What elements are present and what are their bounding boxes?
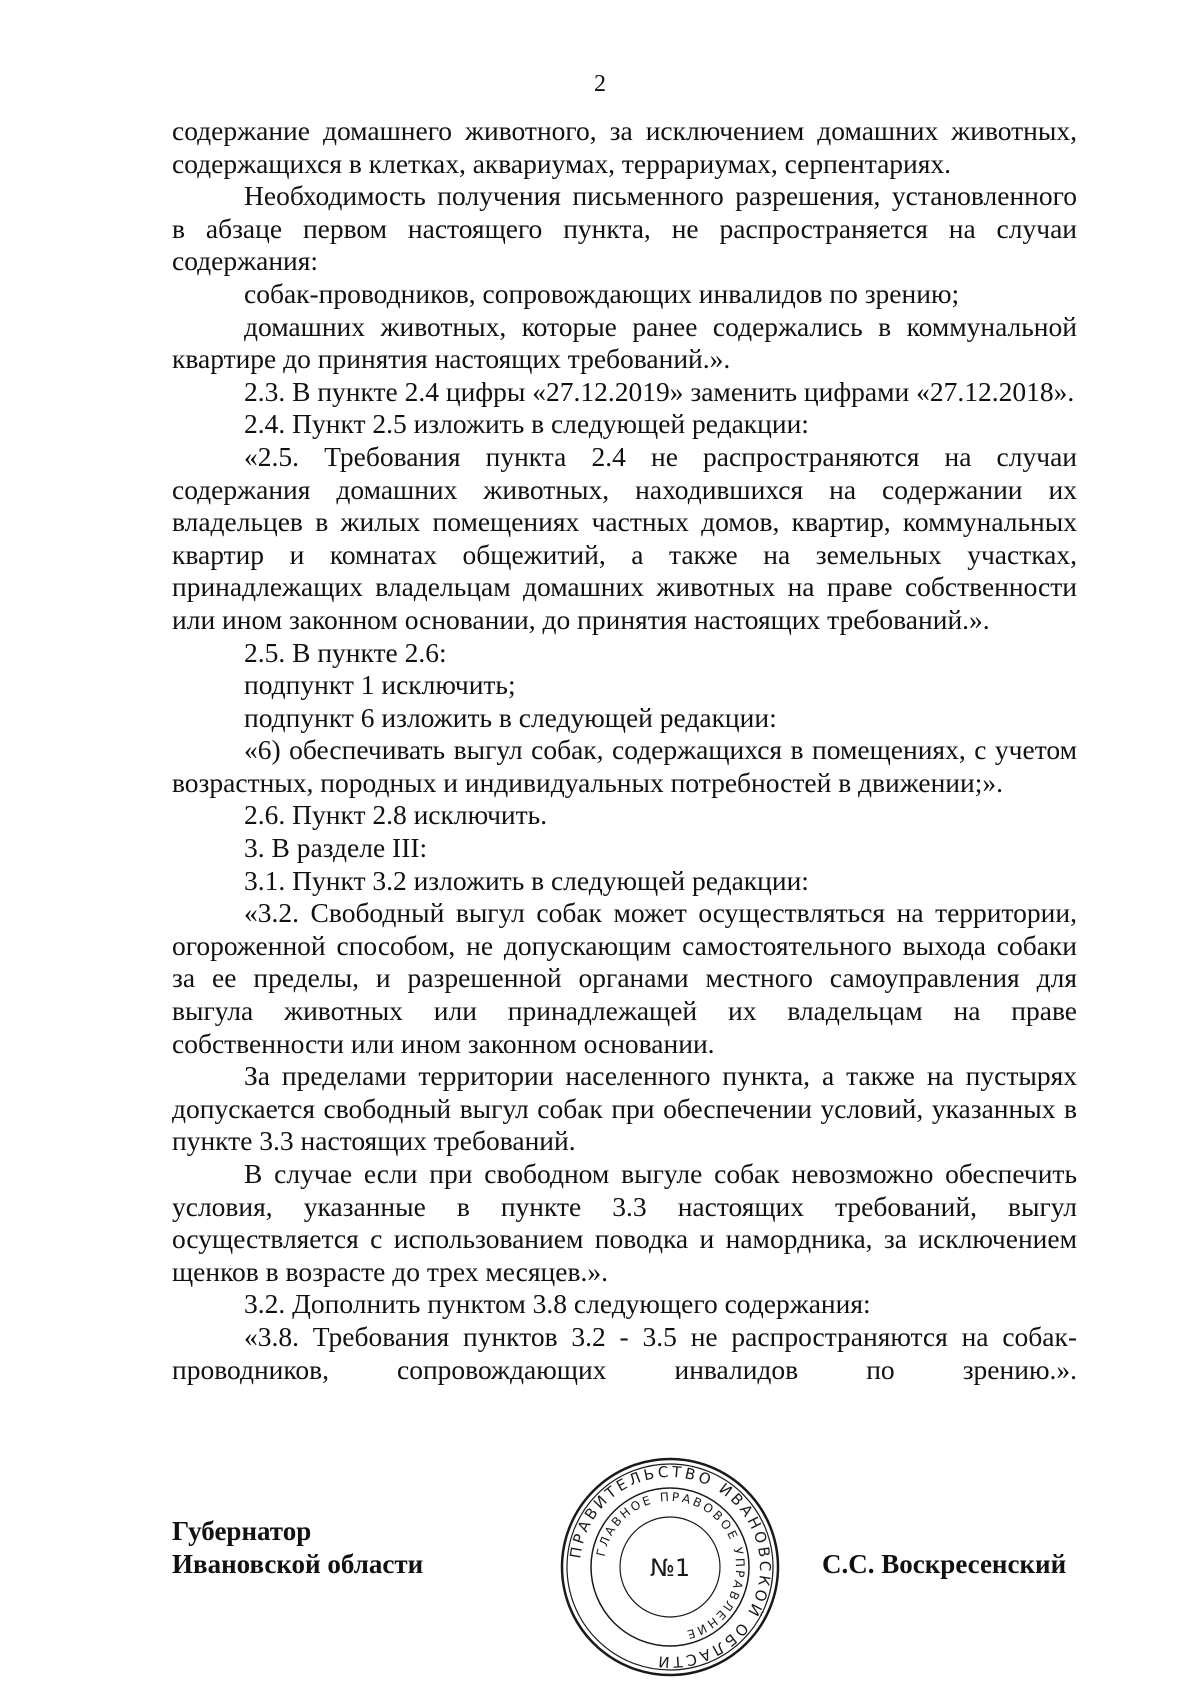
paragraph-5: 2.3. В пункте 2.4 цифры «27.12.2019» заменить цифрами «27.12.2018». [244,375,1075,407]
paragraph-11: «6) обеспечивать выгул собак, содержащихся в помещениях, с учетом возрастных, породных и индивидуальных потребностей в движении;». [172,734,1077,798]
paragraph-15: «3.2. Свободный выгул собак может осуществляться на территории, огороженной способом, не допускающим самостоятельного выхода собаки за ее пределы, и разрешенной органами местного самоуправления для выгула животных или принадлежащей их владельцам на праве собственности или ином законном основании. [172,897,1077,1059]
seal-outer-text-path: ПРАВИТЕЛЬСТВО ИВАНОВСКОЙ ОБЛАСТИ [566,1462,775,1672]
seal-inner-text-path: ГЛАВНОЕ ПРАВОВОЕ УПРАВЛЕНИЕ [593,1489,748,1643]
paragraph-3: собак-проводников, сопровождающих инвалидов по зрению; [244,277,960,309]
page-number: 2 [594,71,606,97]
signatory-position-line-2: Ивановской области [172,1549,424,1579]
paragraph-6: 2.4. Пункт 2.5 изложить в следующей редакции: [244,408,809,440]
paragraph-13: 3. В разделе III: [244,832,428,864]
paragraph-18: 3.2. Дополнить пунктом 3.8 следующего содержания: [244,1288,871,1320]
signatory-position-line-1: Губернатор [172,1516,312,1546]
paragraph-16: За пределами территории населенного пункта, а также на пустырях допускается свободный выгул собак при обеспечении условий, указанных в пункте 3.3 настоящих требований. [172,1060,1077,1157]
seal-graphic [555,1452,785,1682]
signatory-name: С.С. Воскресенский [822,1549,1067,1579]
seal-number: №1 [649,1554,691,1582]
paragraph-1: содержание домашнего животного, за исключением домашних животных, содержащихся в клетках, аквариумах, террариумах, серпентариях. [172,115,1077,179]
official-seal [555,1452,785,1682]
paragraph-4: домашних животных, которые ранее содержались в коммунальной квартире до принятия настоящих требований.». [172,310,1077,375]
signatory-position [172,1515,423,1581]
paragraph-7: «2.5. Требования пункта 2.4 не распространяются на случаи содержания домашних животных, находившихся на содержании их владельцев в жилых помещениях частных домов, квартир, коммунальных квартир и комнатах общежитий, а также на земельных участках, принадлежащих владельцам домашних животных на праве собственности или ином законном основании, до принятия настоящих требований.». [172,440,1077,635]
paragraph-12: 2.6. Пункт 2.8 исключить. [244,799,548,831]
paragraph-19: «3.8. Требования пунктов 3.2 - 3.5 не распространяются на собак-проводников, сопровождающих инвалидов по зрению.». [172,1320,1077,1385]
paragraph-8: 2.5. В пункте 2.6: [244,636,447,668]
paragraph-2: Необходимость получения письменного разрешения, установленного в абзаце первом настоящего пункта, не распространяется на случаи содержания: [172,180,1077,277]
paragraph-14: 3.1. Пункт 3.2 изложить в следующей редакции: [244,864,809,896]
paragraph-10: подпункт 6 изложить в следующей редакции: [244,701,777,733]
paragraph-9: подпункт 1 исключить; [244,669,516,701]
document-body [172,115,1077,1386]
paragraph-17: В случае если при свободном выгуле собак невозможно обеспечить условия, указанные в пункте 3.3 настоящих требований, выгул осуществляется с использованием поводка и намордника, за исключением щенков в возрасте до трех месяцев.». [172,1158,1077,1287]
